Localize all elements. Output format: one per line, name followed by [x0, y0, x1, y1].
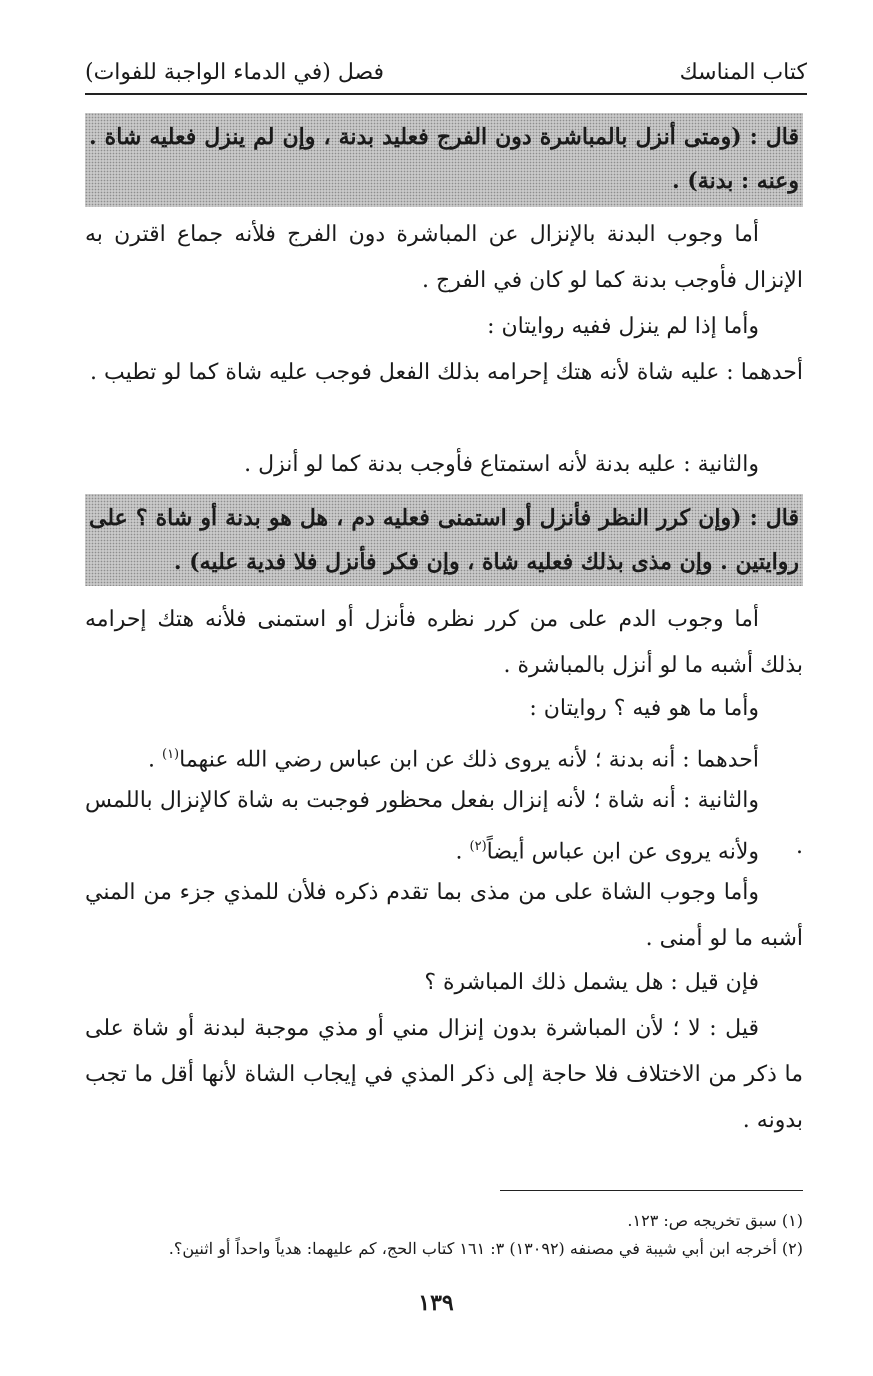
- footnote-ref[interactable]: (١): [161, 747, 180, 762]
- paragraph: والثانية : عليه بدنة لأنه استمتاع فأوجب بدنة كما لو أنزل .: [244, 452, 759, 477]
- paragraph: والثانية : أنه شاة ؛ لأنه إنزال بفعل محظور فوجبت به شاة كالإنزال باللمس .: [85, 788, 803, 859]
- quoted-text-block: قال : (ومتى أنزل بالمباشرة دون الفرج فعليد بدنة ، وإن لم ينزل فعليه شاة . وعنه : بدنة) .: [85, 113, 803, 207]
- paragraph-text: ولأنه يروى عن ابن عباس أيضاً: [486, 839, 759, 865]
- header-rule: [85, 93, 807, 95]
- running-header: [85, 52, 807, 92]
- quoted-text-block: قال : (وإن كرر النظر فأنزل أو استمنى فعليه دم ، هل هو بدنة أو شاة ؟ على روايتين . وإن مذى بذلك فعليه شاة ، وإن فكر فأنزل فلا فدية عليه) .: [85, 494, 803, 586]
- paragraph-end: .: [147, 747, 162, 773]
- paragraph: وأما وجوب الشاة على من مذى بما تقدم ذكره فلأن للمذي جزء من المني أشبه ما لو أمنى .: [85, 880, 803, 951]
- paragraph: وأما إذا لم ينزل ففيه روايتان :: [487, 314, 759, 339]
- header-section-title: فصل (في الدماء الواجبة للفوات): [85, 59, 385, 85]
- paragraph-end: .: [455, 839, 470, 865]
- paragraph: أما وجوب البدنة بالإنزال عن المباشرة دون الفرج فلأنه جماع اقترن به الإنزال فأوجب بدنة كما لو كان في الفرج .: [85, 222, 803, 293]
- paragraph: [85, 824, 803, 875]
- header-book-title: كتاب المناسك: [679, 59, 807, 85]
- footnote-rule: [500, 1190, 803, 1191]
- paragraph: أما وجوب الدم على من كرر نظره فأنزل أو استمنى فلأنه هتك إحرامه بذلك أشبه ما لو أنزل بالمباشرة .: [85, 607, 803, 678]
- paragraph: أحدهما : عليه شاة لأنه هتك إحرامه بذلك الفعل فوجب عليه شاة كما لو تطيب .: [90, 360, 803, 385]
- paragraph: [85, 732, 803, 783]
- page-number: ١٣٩: [418, 1290, 454, 1316]
- paragraph: وأما ما هو فيه ؟ روايتان :: [529, 696, 759, 721]
- paragraph: قيل : لا ؛ لأن المباشرة بدون إنزال مني أو مذي موجبة لبدنة أو شاة على ما ذكر من الاختلاف فلا حاجة إلى ذكر المذي في إيجاب الشاة لأنها أقل ما تجب بدونه .: [85, 1016, 803, 1133]
- paragraph: فإن قيل : هل يشمل ذلك المباشرة ؟: [424, 970, 759, 995]
- footnote-ref[interactable]: (٢): [469, 839, 487, 854]
- paragraph-text: أحدهما : أنه بدنة ؛ لأنه يروى ذلك عن ابن عباس رضي الله عنهما: [179, 747, 759, 773]
- footnote: (٢) أخرجه ابن أبي شيبة في مصنفه (١٣٠٩٢) ٣: ١٦١ كتاب الحج، كم عليهما: هدياً واحداً أو اثنين؟.: [168, 1239, 803, 1258]
- footnote: (١) سبق تخريجه ص: ١٢٣.: [627, 1211, 803, 1230]
